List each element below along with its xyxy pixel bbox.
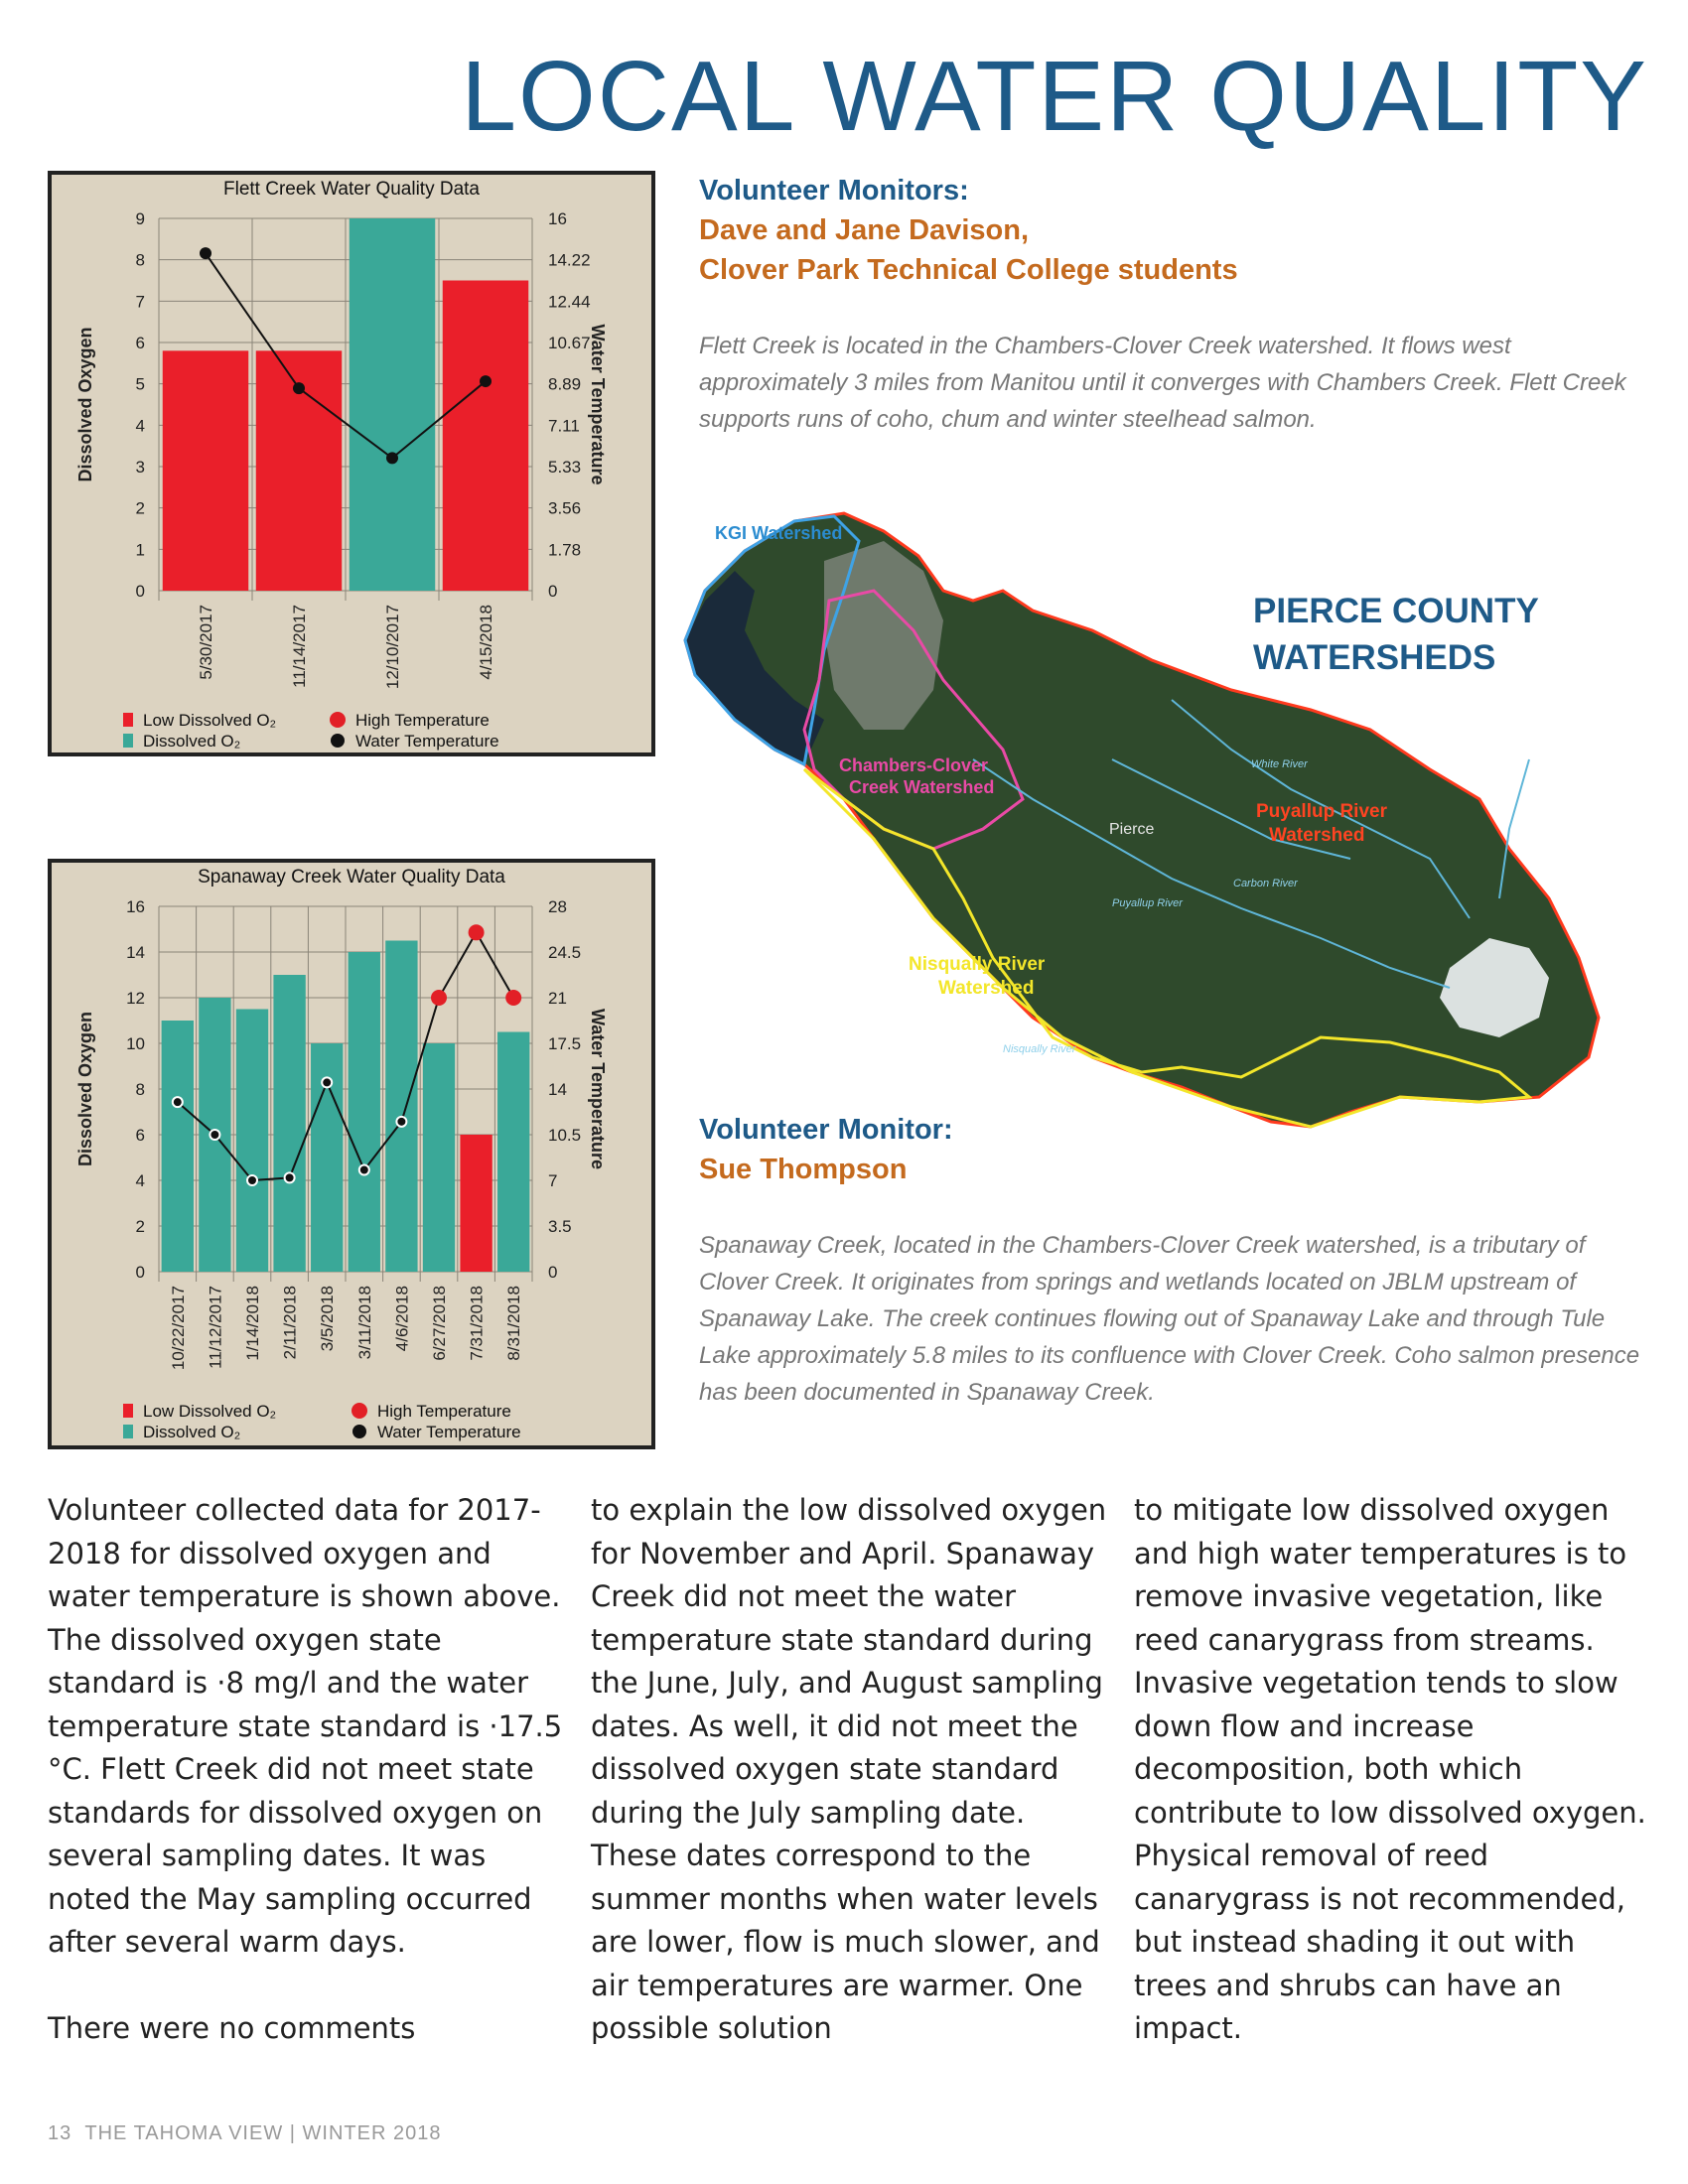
x-tick-label: 11/12/2017 [206,1286,225,1369]
legend-low-swatch [123,713,133,727]
do-bar [460,1135,492,1272]
y-tick-label: 4 [135,1171,145,1190]
legend-high-label: High Temperature [377,1402,511,1421]
y2-tick-label: 5.33 [548,458,582,477]
y2-tick-label: 0 [548,1263,558,1282]
y2-tick-label: 21 [548,989,567,1008]
y-tick-label: 8 [135,1080,145,1099]
spanaway-monitor-name: Sue Thompson [699,1154,908,1185]
y-tick-label: 4 [135,416,145,436]
y-tick-label: 1 [135,540,145,560]
spanaway-chart-svg [52,863,651,1445]
body-col2-paragraph: to explain the low dissolved oxygen for November and April. Spanaway Creek did not meet the water temperature state standard during the June, July, and August sampling dates. As well, it did not meet the dissolved oxygen state standard during the July sampling date. These dates correspond to the summer months when water levels are lower, flow is much slower, and air temperatures are warmer. One possible solution [591,1493,1107,2045]
legend-temp-swatch [331,734,345,748]
x-tick-label: 6/27/2018 [430,1286,449,1361]
y2-tick-label: 12.44 [548,292,591,312]
do-bar [273,975,305,1272]
x-tick-label: 2/11/2018 [280,1286,300,1360]
y2-tick-label: 0 [548,582,558,601]
temp-point [173,1097,183,1107]
y2-tick-label: 28 [548,897,567,916]
do-bar [443,281,528,592]
temp-point [200,247,211,259]
do-bar [163,350,248,591]
legend-ok-swatch [123,1425,133,1438]
y2-tick-label: 7.11 [548,416,580,436]
y2-tick-label: 3.56 [548,498,582,518]
y2-tick-label: 10.67 [548,334,591,352]
y2-tick-label: 8.89 [548,374,582,394]
y-tick-label: 14 [126,943,145,962]
y-tick-label: 16 [126,897,145,916]
temp-point [285,1172,295,1182]
x-tick-label: 8/31/2018 [504,1286,524,1361]
legend-high-swatch [330,712,346,728]
temp-point-high [505,990,521,1006]
temp-point [359,1164,369,1174]
y2-tick-label: 3.5 [548,1217,572,1236]
do-bar [349,952,380,1272]
spanaway-monitor-label: Volunteer Monitor: [699,1114,953,1146]
legend-ok-swatch [123,734,133,748]
do-bar [236,1010,268,1273]
page-title: LOCAL WATER QUALITY [461,41,1648,152]
legend-ok-label: Dissolved O₂ [143,1423,241,1441]
x-tick-label: 12/10/2017 [383,605,402,690]
body-column-1 [48,1489,564,2093]
body-col3-paragraph: to mitigate low dissolved oxygen and high water temperatures is to remove invasive vegetation, like reed canarygrass from streams. Invasive vegetation tends to slow down flow and increase decomposition, both which contribute to low dissolved oxygen. Physical removal of reed canarygrass is not recommended, but instead shading it out with trees and shrubs can have an impact. [1134,1493,1646,2045]
legend-low-label: Low Dissolved O₂ [143,711,277,730]
chambers-label-1: Chambers-Clover [839,755,989,775]
do-bar [423,1043,455,1272]
legend-low-swatch [123,1404,133,1418]
y2-tick-label: 24.5 [548,943,582,962]
white-river-label: White River [1251,758,1308,770]
x-tick-label: 4/6/2018 [392,1286,412,1352]
flett-monitor-line2: Clover Park Technical College students [699,254,1238,286]
temp-point [322,1077,332,1087]
y-tick-label: 9 [135,209,145,228]
temp-point [293,382,305,394]
y-tick-label: 3 [135,458,145,477]
y2-tick-label: 14.22 [548,250,591,270]
kgi-label: KGI Watershed [715,523,843,543]
flett-monitor-label: Volunteer Monitors: [699,175,969,206]
y2-tick-label: 16 [548,209,567,228]
footer-publication: THE TAHOMA VIEW | WINTER 2018 [84,2122,442,2144]
do-bar [350,218,435,591]
x-tick-label: 10/22/2017 [168,1286,188,1371]
flett-chart [48,171,655,756]
x-tick-label: 4/15/2018 [477,605,495,680]
nisqually-river-label: Nisqually River [1003,1043,1076,1055]
puyallup-river-label: Puyallup River [1112,897,1183,909]
y-tick-label: 2 [135,498,145,518]
x-tick-label: 5/30/2017 [197,605,215,680]
body-column-3 [1134,1489,1650,2094]
y-tick-label: 6 [135,1126,145,1145]
carbon-river-label: Carbon River [1233,878,1298,889]
y-tick-label: 12 [126,989,145,1008]
y2-axis-label: Water Temperature [588,324,608,485]
map-title-line2: WATERSHEDS [1253,638,1496,677]
x-tick-label: 3/11/2018 [354,1286,374,1360]
temp-point-high [469,924,485,940]
chart-title: Flett Creek Water Quality Data [223,179,480,200]
puyallup-label-2: Watershed [1269,825,1365,846]
flett-chart-svg [52,175,651,752]
do-bar [497,1032,529,1273]
map-title-line1: PIERCE COUNTY [1253,592,1539,630]
do-bar [162,1021,194,1272]
y2-tick-label: 14 [548,1080,567,1099]
y2-tick-label: 1.78 [548,540,582,560]
body-column-2 [591,1489,1107,2094]
temp-point [396,1117,406,1127]
spanaway-monitor-block [699,1110,953,1189]
legend-low-label: Low Dissolved O₂ [143,1402,277,1421]
y-tick-label: 8 [135,250,145,270]
temp-point-high [431,990,447,1006]
flett-description: Flett Creek is located in the Chambers-Clover Creek watershed. It flows west approximately 3 miles from Manitou until it converges with Chambers Creek. Flett Creek supports runs of coho, chum and winter steelhead salmon. [699,333,1626,433]
chambers-label-2: Creek Watershed [849,777,995,797]
chart-title: Spanaway Creek Water Quality Data [198,867,505,887]
temp-point [247,1175,257,1185]
y2-tick-label: 7 [548,1171,558,1190]
page-footer [48,2122,441,2145]
y-tick-label: 2 [135,1217,145,1236]
legend-temp-label: Water Temperature [377,1423,521,1441]
y2-tick-label: 17.5 [548,1034,582,1053]
temp-point [386,452,398,464]
legend-high-swatch [352,1403,367,1419]
temp-point [480,375,492,387]
map-title [1253,588,1539,681]
flett-monitor-line1: Dave and Jane Davison, [699,214,1030,246]
nisqually-label-2: Watershed [938,978,1035,999]
y-tick-label: 7 [135,292,145,312]
body-col1-paragraph-1: Volunteer collected data for 2017-2018 for dissolved oxygen and water temperature is shown above. The dissolved oxygen state standard is ·8 mg/l and the water temperature state standard is ·17.5 °C. Flett Creek did not meet state standards for dissolved oxygen on several sampling dates. It was noted the May sampling occurred after several warm days. [48,1493,563,1959]
legend-temp-label: Water Temperature [355,732,499,751]
x-tick-label: 3/5/2018 [318,1286,338,1352]
spanaway-chart [48,859,655,1449]
y2-axis-label: Water Temperature [588,1008,608,1170]
x-tick-label: 11/14/2017 [290,605,309,688]
puyallup-label-1: Puyallup River [1256,801,1387,822]
y-tick-label: 10 [126,1034,145,1053]
x-tick-label: 1/14/2018 [243,1286,262,1361]
flett-monitor-block [699,171,1238,290]
x-tick-label: 7/31/2018 [467,1286,487,1361]
y-axis-label: Dissolved Oxygen [75,1011,95,1167]
legend-high-label: High Temperature [355,711,490,730]
y-axis-label: Dissolved Oxygen [75,327,95,482]
do-bar [385,941,417,1273]
legend-temp-swatch [352,1425,366,1438]
temp-point [210,1130,219,1140]
nisqually-label-1: Nisqually River [909,954,1046,975]
y-tick-label: 6 [135,334,145,352]
legend-ok-label: Dissolved O₂ [143,732,241,751]
body-col1-paragraph-2: There were no comments [48,2010,416,2045]
y-tick-label: 5 [135,374,145,394]
y2-tick-label: 10.5 [548,1126,582,1145]
footer-page-number: 13 [48,2122,72,2144]
pierce-label: Pierce [1109,821,1155,838]
y-tick-label: 0 [135,582,145,601]
y-tick-label: 0 [135,1263,145,1282]
spanaway-description: Spanaway Creek, located in the Chambers-Clover Creek watershed, is a tributary of Clover Creek. It originates from springs and wetlands located on JBLM upstream of Spanaway Lake. The creek continues flowing out of Spanaway Lake and through Tule Lake approximately 5.8 miles to its confluence with Clover Creek. Coho salmon presence has been documented in Spanaway Creek. [699,1232,1640,1406]
